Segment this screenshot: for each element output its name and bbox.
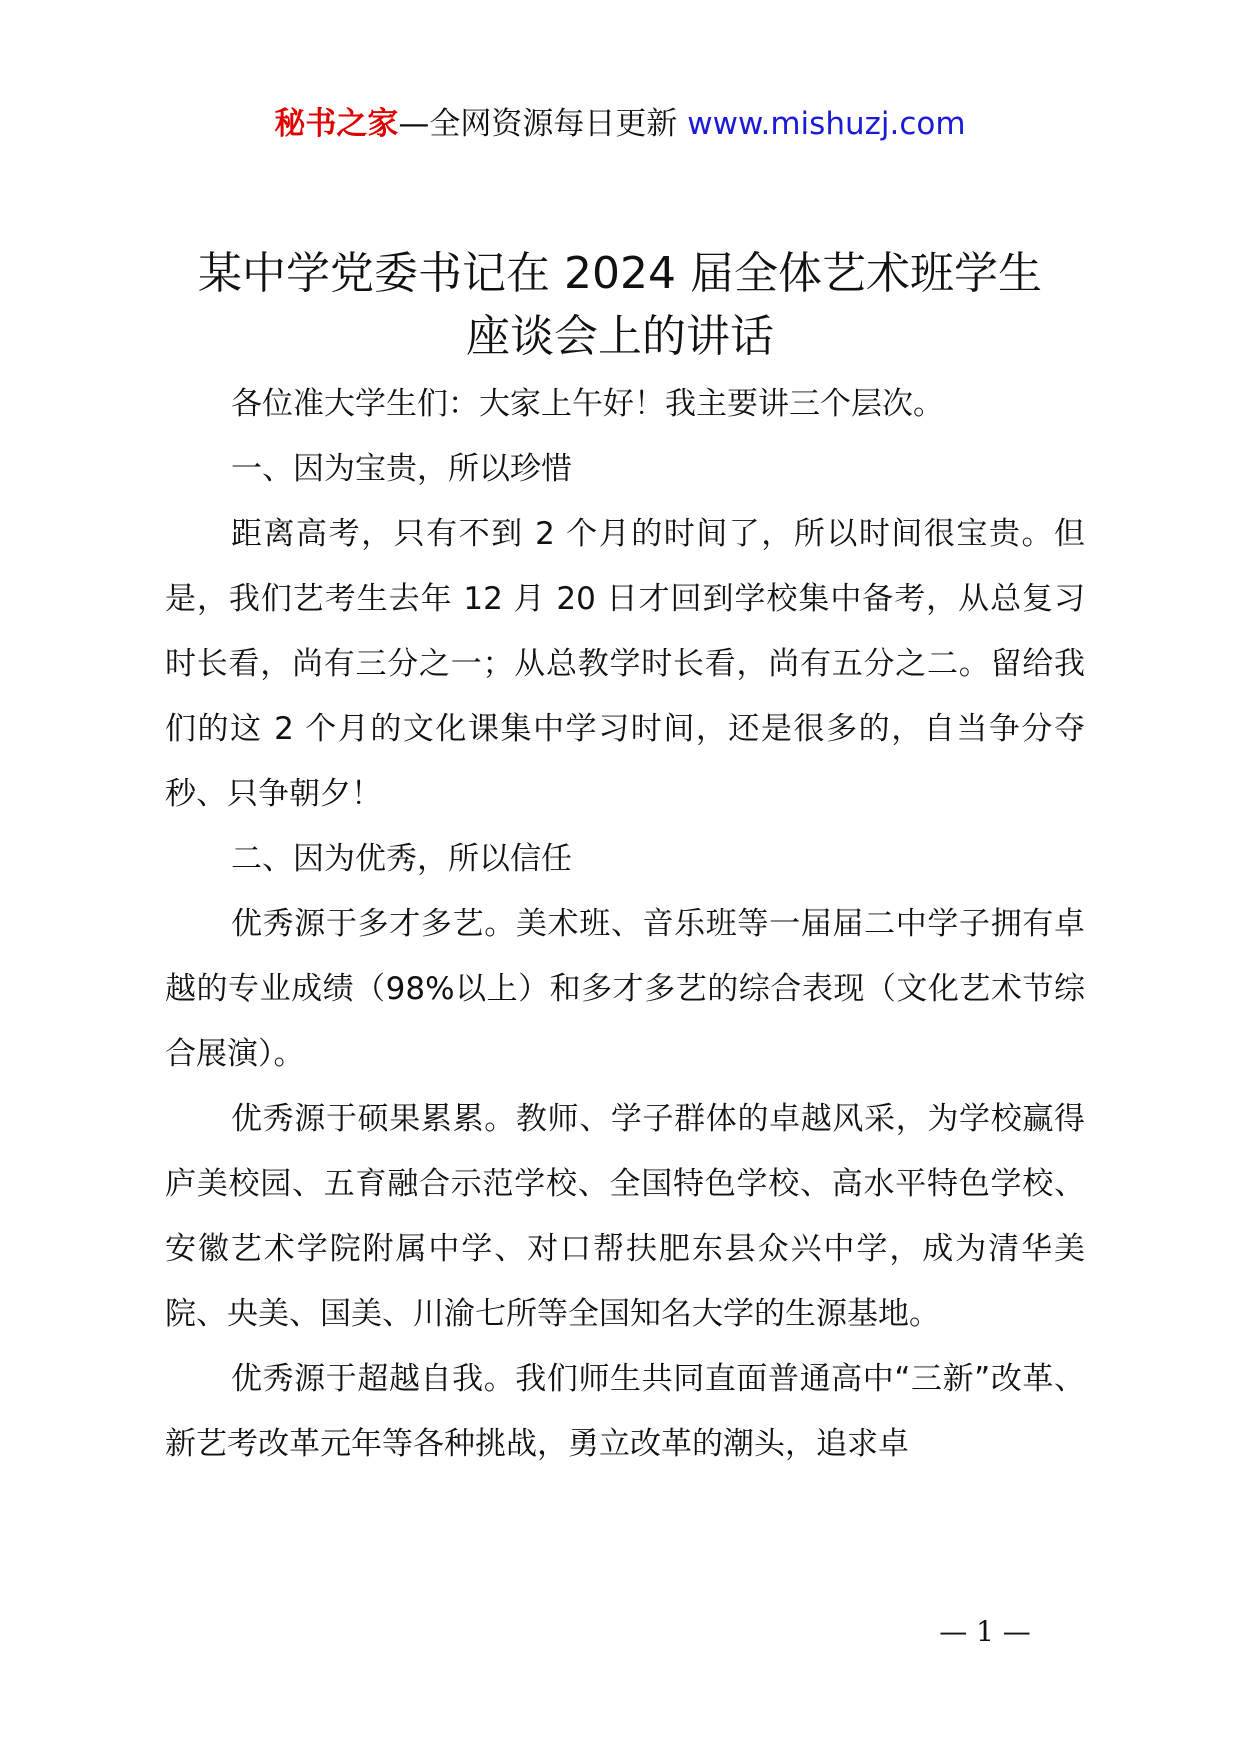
- brand-name: 秘书之家: [274, 106, 399, 142]
- header-slogan: —全网资源每日更新: [398, 106, 678, 142]
- site-header: [0, 102, 1240, 146]
- title-line-2: 座谈会上的讲话: [466, 311, 774, 362]
- body-paragraph: 距离高考，只有不到 2 个月的时间了，所以时间很宝贵。但是，我们艺考生去年 12 月 20 日才回到学校集中备考，从总复习时长看，尚有三分之一；从总教学时长看，尚有五分之二。留给我们的这 2 个月的文化课集中学习时间，还是很多的，自当争分夺秒、只争朝夕！: [165, 516, 1085, 812]
- title-line-1: 某中学党委书记在 2024 届全体艺术班学生: [198, 248, 1042, 299]
- document-body: [165, 372, 1085, 1477]
- site-url-link[interactable]: www.mishuzj.com: [687, 106, 966, 142]
- section-heading-1: 一、因为宝贵，所以珍惜: [231, 451, 572, 487]
- greeting-paragraph: 各位准大学生们：大家上午好！我主要讲三个层次。: [231, 386, 944, 422]
- section-heading-2: 二、因为优秀，所以信任: [231, 841, 572, 877]
- body-paragraph: 优秀源于多才多艺。美术班、音乐班等一届届二中学子拥有卓越的专业成绩（98%以上）和多才多艺的综合表现（文化艺术节综合展演）。: [165, 906, 1085, 1072]
- body-paragraph: 优秀源于硕果累累。教师、学子群体的卓越风采，为学校赢得庐美校园、五育融合示范学校、全国特色学校、高水平特色学校、安徽艺术学院附属中学、对口帮扶肥东县众兴中学，成为清华美院、央美、国美、川渝七所等全国知名大学的生源基地。: [165, 1101, 1085, 1332]
- body-paragraph: 优秀源于超越自我。我们师生共同直面普通高中“三新”改革、新艺考改革元年等各种挑战，勇立改革的潮头，追求卓: [165, 1361, 1085, 1462]
- page-number: — 1 —: [939, 1615, 1031, 1648]
- document-title: [0, 242, 1240, 368]
